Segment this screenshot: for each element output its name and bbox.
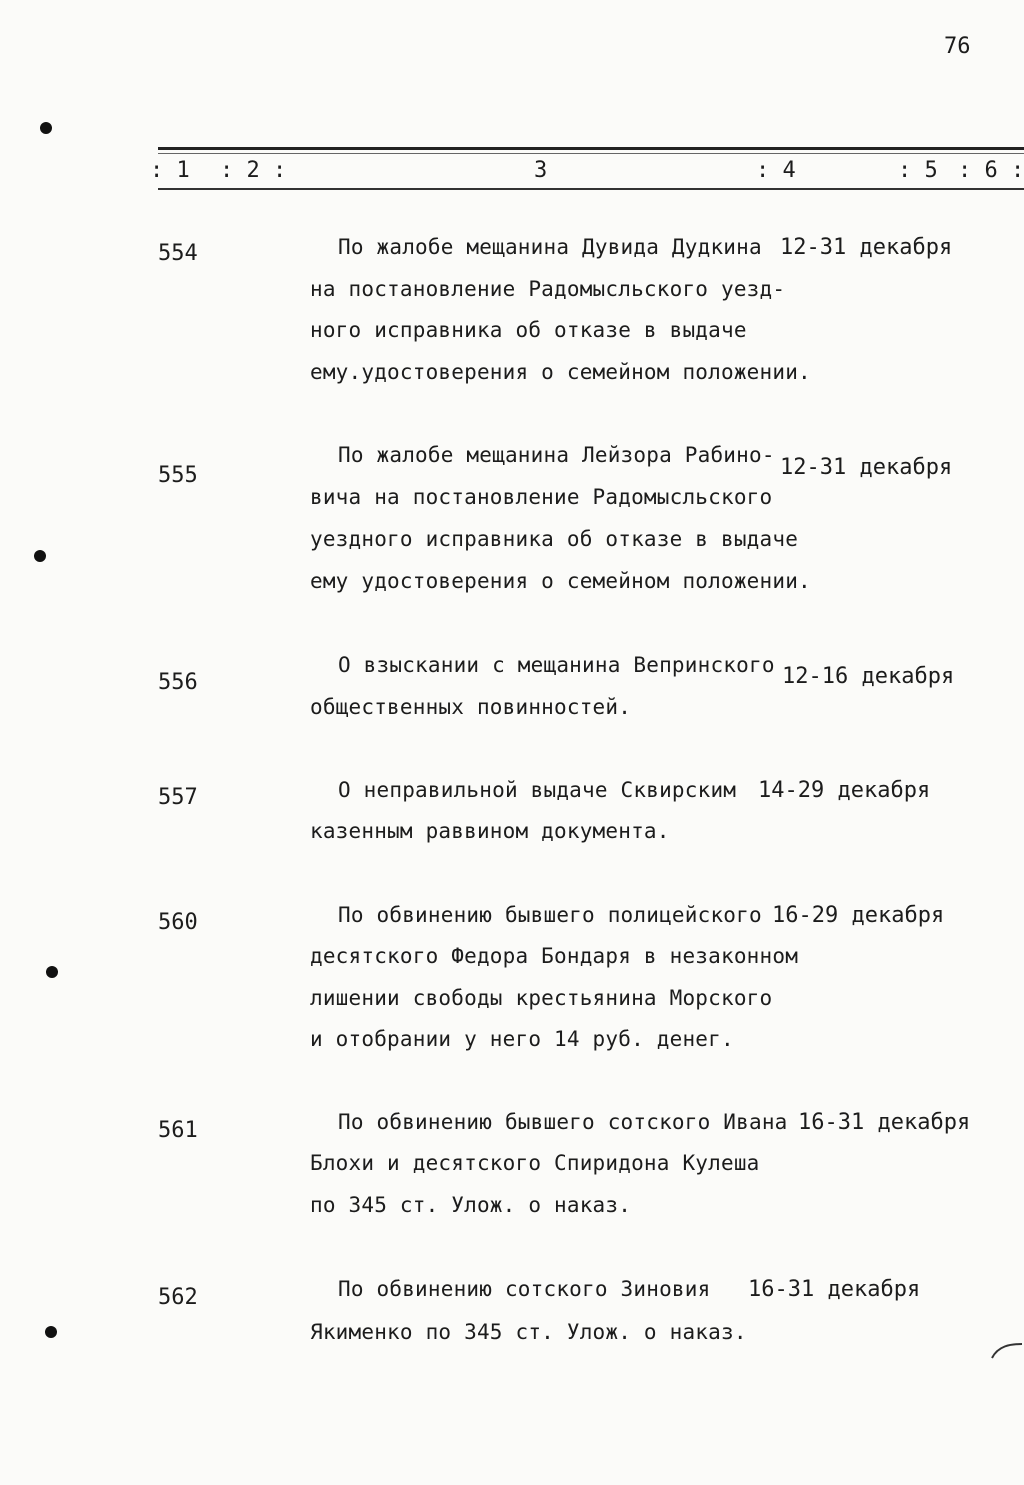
record-number: 561 — [158, 1118, 198, 1143]
page-number: 76 — [944, 34, 971, 59]
record-date: 16-31 декабря — [798, 1110, 971, 1135]
column-header-4: : 4 — [756, 158, 796, 183]
record-date: 12-31 декабря — [780, 455, 953, 480]
record-text-line: общественных повинностей. — [310, 695, 632, 719]
record-text-line: казенным раввином документа. — [310, 819, 670, 843]
column-header-3: 3 — [534, 158, 548, 183]
record-text-line: О неправильной выдаче Сквирским — [338, 778, 737, 802]
column-header-2: : 2 : — [220, 158, 287, 183]
record-text-line: По жалобе мещанина Дувида Дудкина — [338, 235, 762, 259]
record-date: 14-29 декабря — [758, 778, 931, 803]
header-rule-top-thin — [158, 153, 1024, 154]
punch-hole — [46, 966, 58, 978]
record-number: 562 — [158, 1285, 198, 1310]
record-text-line: ему удостоверения о семейном положении. — [310, 569, 811, 593]
record-number: 554 — [158, 241, 198, 266]
column-header-6: : 6 : — [958, 158, 1024, 183]
record-text-line: уездного исправника об отказе в выдаче — [310, 527, 799, 551]
punch-hole — [40, 122, 52, 134]
record-date: 16-29 декабря — [772, 903, 945, 928]
punch-hole — [34, 550, 46, 562]
record-text-line: По обвинению бывшего полицейского — [338, 903, 762, 927]
record-text-line: и отобрании у него 14 руб. денег. — [310, 1027, 734, 1051]
record-number: 555 — [158, 463, 198, 488]
header-rule-bottom — [158, 188, 1024, 190]
record-text-line: По обвинению сотского Зиновия — [338, 1277, 711, 1301]
record-text-line: О взыскании с мещанина Вепринского — [338, 653, 775, 677]
record-text-line: ного исправника об отказе в выдаче — [310, 318, 747, 342]
record-text-line: Якименко по 345 ст. Улож. о наказ. — [310, 1320, 747, 1344]
record-text-line: ему.удостоверения о семейном положении. — [310, 360, 811, 384]
record-date: 12-16 декабря — [782, 664, 955, 689]
scan-artifact — [990, 1338, 1024, 1364]
record-text-line: Блохи и десятского Спиридона Кулеша — [310, 1151, 760, 1175]
record-text-line: вича на постановление Радомысльского — [310, 485, 773, 509]
record-number: 557 — [158, 785, 198, 810]
record-number: 560 — [158, 910, 198, 935]
record-text-line: По жалобе мещанина Лейзора Рабино- — [338, 443, 775, 467]
record-number: 556 — [158, 670, 198, 695]
record-text-line: По обвинению бывшего сотского Ивана — [338, 1110, 788, 1134]
record-date: 16-31 декабря — [748, 1277, 921, 1302]
header-rule-top — [158, 147, 1024, 150]
record-text-line: по 345 ст. Улож. о наказ. — [310, 1193, 632, 1217]
punch-hole — [45, 1326, 57, 1338]
record-date: 12-31 декабря — [780, 235, 953, 260]
record-text-line: лишении свободы крестьянина Морского — [310, 986, 773, 1010]
record-text-line: на постановление Радомысльского уезд- — [310, 277, 786, 301]
column-header-5: : 5 — [898, 158, 938, 183]
record-text-line: десятского Федора Бондаря в незаконном — [310, 944, 799, 968]
column-header-1: : 1 — [150, 158, 190, 183]
